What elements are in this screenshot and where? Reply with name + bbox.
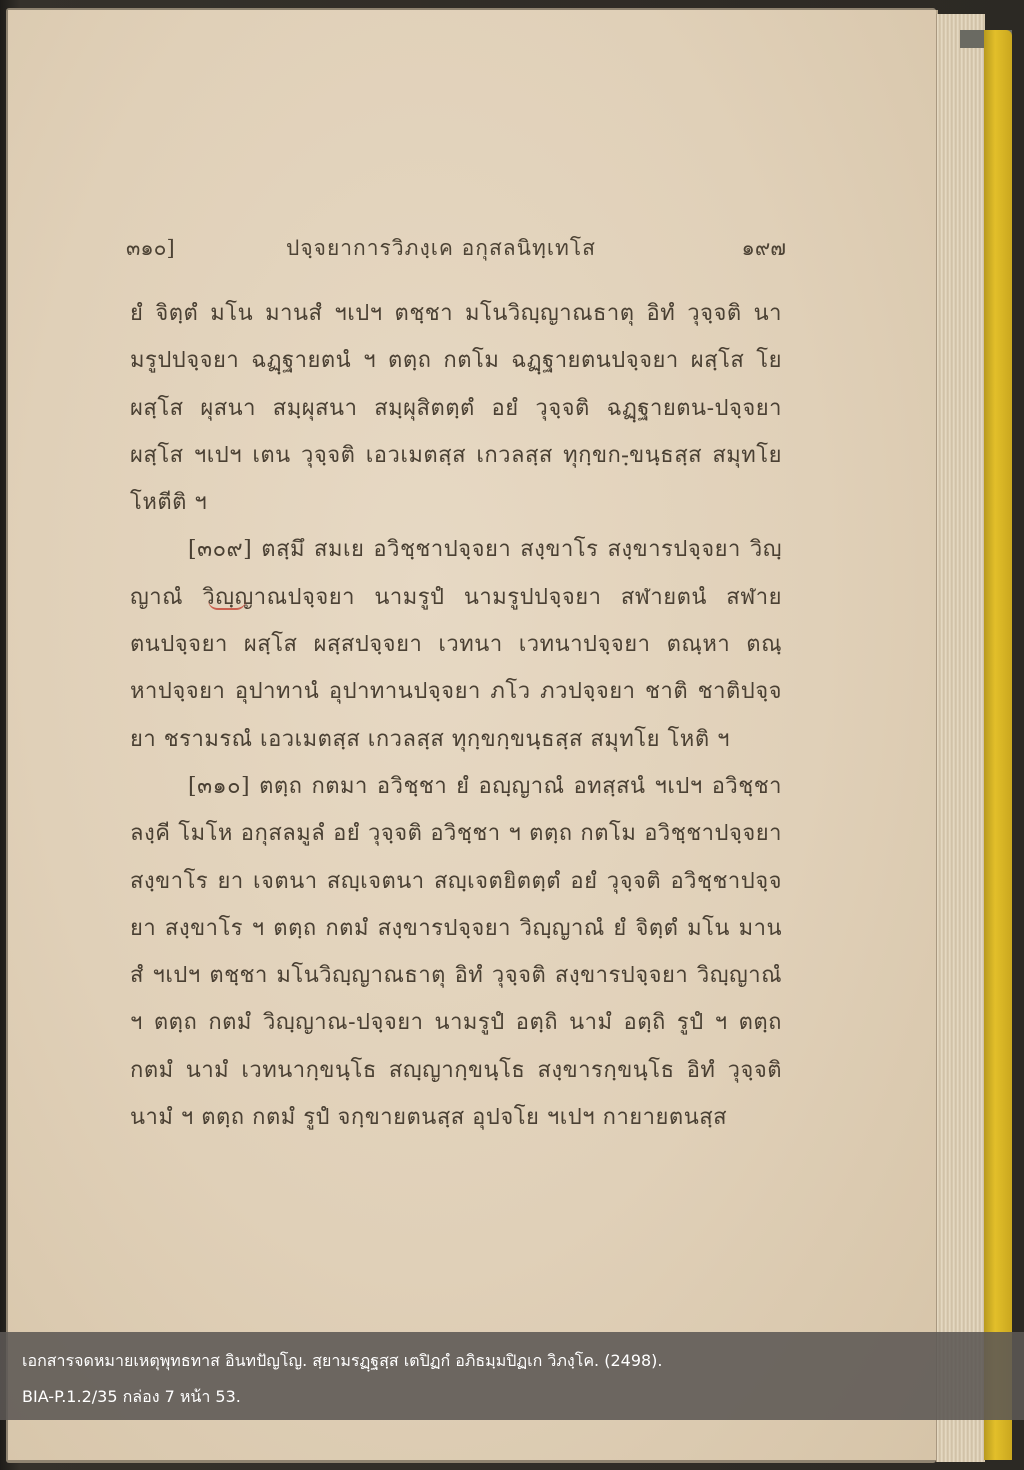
body-text [130, 290, 782, 1141]
caption-citation: เอกสารจดหมายเหตุพุทธทาส อินทปัญโญ. สฺยามรฏฺฐสฺส เตปิฏกํ อภิธมฺมปิฏเก วิภงฺโค. (2498). [22, 1351, 663, 1370]
header-title: ปจฺจยาการวิภงฺเค อกุสลนิทฺเทโส [286, 236, 596, 260]
paragraph: ยํ จิตฺตํ มโน มานสํ ฯเปฯ ตชฺชา มโนวิญฺญาณธาตุ อิทํ วุจฺจติ นามรูปปจฺจยา ฉฏฺฐายตนํ ฯ ตตฺถ กตโม ฉฏฺฐายตนปจฺจยา ผสฺโส โย ผสฺโส ผุสนา สมฺผุสนา สมฺผุสิตตฺตํ อยํ วุจฺจติ ฉฏฺฐายตน-ปจฺจยา ผสฺโส ฯเปฯ เตน วุจฺจติ เอวเมตสฺส เกวลสฺส ทุกฺขก-ฺขนฺธสฺส สมุทโย โหตีติ ฯ [130, 301, 782, 516]
page-edges [936, 14, 985, 1462]
book-spine [984, 30, 1012, 1460]
paragraph: [๓๐๙] ตสฺมึ สมเย อวิชฺชาปจฺจยา สงฺขาโร สงฺขารปจฺจยา วิญฺญาณํ วิญฺญาณปจฺจยา นามรูปํ นามรูปปจฺจยา สฬายตนํ สฬายตนปจฺจยา ผสฺโส ผสฺสปจฺจยา เวทนา เวทนาปจฺจยา ตณฺหา ตณฺหาปจฺจยา อุปาทานํ อุปาทานปจฺจยา ภโว ภวปจฺจยา ชาติ ชาติปจฺจยา ชรามรณํ เอวเมตสฺส เกวลสฺส ทุกฺขกฺขนฺธสฺส สมุทโย โหติ ฯ [130, 537, 782, 752]
header-section-number: ๓๑๐] [126, 236, 175, 260]
running-header [126, 228, 786, 268]
red-pen-mark [208, 600, 246, 610]
caption-reference: BIA-P.1.2/35 กล่อง 7 หน้า 53. [22, 1387, 241, 1406]
caption-bar [0, 1332, 1024, 1420]
page-number: ๑๙๗ [741, 236, 786, 260]
paragraph: [๓๑๐] ตตฺถ กตมา อวิชฺชา ยํ อญฺญาณํ อทสฺสนํ ฯเปฯ อวิชฺชาลงฺคี โมโห อกุสลมูลํ อยํ วุจฺจติ อวิชฺชา ฯ ตตฺถ กตโม อวิชฺชาปจฺจยา สงฺขาโร ยา เจตนา สญฺเจตนา สญฺเจตยิตตฺตํ อยํ วุจฺจติ อวิชฺชาปจฺจยา สงฺขาโร ฯ ตตฺถ กตมํ สงฺขารปจฺจยา วิญฺญาณํ ยํ จิตฺตํ มโน มานสํ ฯเปฯ ตชฺชา มโนวิญฺญาณธาตุ อิทํ วุจฺจติ สงฺขารปจฺจยา วิญฺญาณํ ฯ ตตฺถ กตมํ วิญฺญาณ-ปจฺจยา นามรูปํ อตฺถิ นามํ อตฺถิ รูปํ ฯ ตตฺถ กตมํ นามํ เวทนากฺขนฺโธ สญฺญากฺขนฺโธ สงฺขารกฺขนฺโธ อิทํ วุจฺจติ นามํ ฯ ตตฺถ กตมํ รูปํ จกฺขายตนสฺส อุปจโย ฯเปฯ กายายตนสฺส [130, 773, 783, 1131]
